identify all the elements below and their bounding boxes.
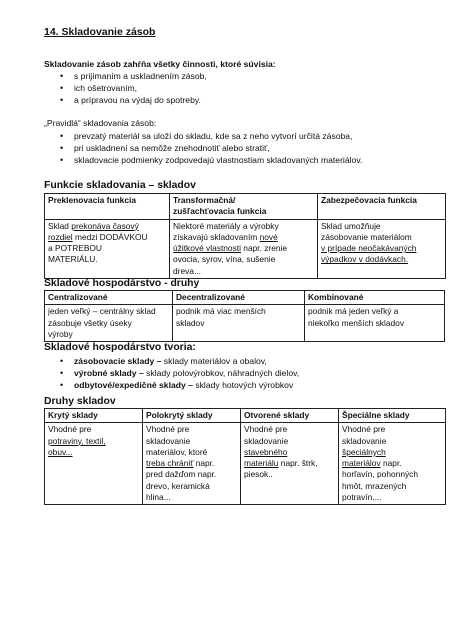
column-header: Centralizované (45, 291, 173, 305)
list-item: • prevzatý materiál sa uloží do skladu, kde sa z neho vytvorí určitá zásoba, (44, 130, 464, 142)
table-cell: Vhodné pre skladovanie stavebného materiálu napr. štrk, piesok.. (241, 423, 339, 505)
column-header: Kombinované (305, 291, 445, 305)
table-cell: podnik má jeden veľký a niekoľko menších skladov (305, 305, 445, 342)
page-title: 14. Skladovanie zásob (44, 26, 156, 38)
column-header: Otvorené sklady (241, 409, 339, 423)
table-header-row (45, 291, 445, 305)
table-row (45, 423, 446, 505)
functions-heading: Funkcie skladovania – skladov (44, 180, 196, 191)
table-row (45, 219, 446, 278)
table-cell: Vhodné pre skladovanie materiálov, ktoré treba chrániť napr. pred dažďom napr. drevo, keramická hlina... (143, 423, 241, 505)
types-heading: Druhy skladov (44, 396, 116, 407)
list-item: • pri uskladnení sa nemôže znehodnotiť alebo stratiť, (44, 142, 464, 154)
economy-heading: Skladové hospodárstvo - druhy (44, 278, 200, 289)
table-cell: Vhodné pre potraviny, textil, obuv... (45, 423, 143, 505)
column-header: Transformačná/ zušľachťovacia funkcia (170, 194, 318, 220)
column-header: Krytý sklady (45, 409, 143, 423)
table-cell: podnik má viac menších skladov (173, 305, 305, 342)
list-item: • výrobné sklady – sklady polovýrobkov, náhradných dielov, (44, 367, 444, 379)
table-row (45, 305, 445, 342)
list-item: • s prijímaním a uskladnením zásob, (44, 70, 444, 82)
column-header: Decentralizované (173, 291, 305, 305)
list-item: • zásobovacie sklady – sklady materiálov a obalov, (44, 355, 444, 367)
economy-table (44, 290, 445, 342)
table-header-row (45, 409, 446, 423)
functions-table (44, 193, 446, 279)
column-header: Zabezpečovacia funkcia (318, 194, 446, 220)
column-header: Preklenovacia funkcia (45, 194, 170, 220)
list-item: • a prípravou na výdaj do spotreby. (44, 94, 444, 106)
types-table (44, 408, 446, 505)
intro-list (44, 70, 444, 107)
table-cell: Sklad prekonáva časový rozdiel medzi DODÁVKOU a POTREBOU MATERIÁLU. (45, 219, 170, 278)
rules-lead: „Pravidlá“ skladovania zásob: (44, 118, 157, 128)
list-item: • ich ošetrovaním, (44, 82, 444, 94)
column-header: Špeciálne sklady (339, 409, 446, 423)
rules-list (44, 130, 464, 167)
intro-lead: Skladovanie zásob zahŕňa všetky činnosti, ktoré súvisia: (44, 59, 276, 69)
structure-heading: Skladové hospodárstvo tvoria: (44, 342, 196, 353)
table-cell: Niektoré materiály a výrobky získavajú skladovaním nové úžitkové vlastnosti napr. zrenie ovocia, syrov, vína, sušenie dreva... (170, 219, 318, 278)
list-item: • skladovacie podmienky zodpovedajú vlastnostiam skladovaných materiálov. (44, 154, 464, 166)
table-cell: jeden veľký – centrálny sklad zásobuje všetky úseky výroby (45, 305, 173, 342)
table-cell: Sklad umožňuje zásobovanie materiálom v prípade neočakávaných výpadkov v dodávkach. (318, 219, 446, 278)
table-cell: Vhodné pre skladovanie špeciálnych materiálov napr. horľavín, pohonných hmôt, mrazených potravín.... (339, 423, 446, 505)
structure-list (44, 355, 444, 392)
table-header-row (45, 194, 446, 220)
list-item: • odbytové/expedičné sklady – sklady hotových výrobkov (44, 379, 444, 391)
column-header: Polokrytý sklady (143, 409, 241, 423)
